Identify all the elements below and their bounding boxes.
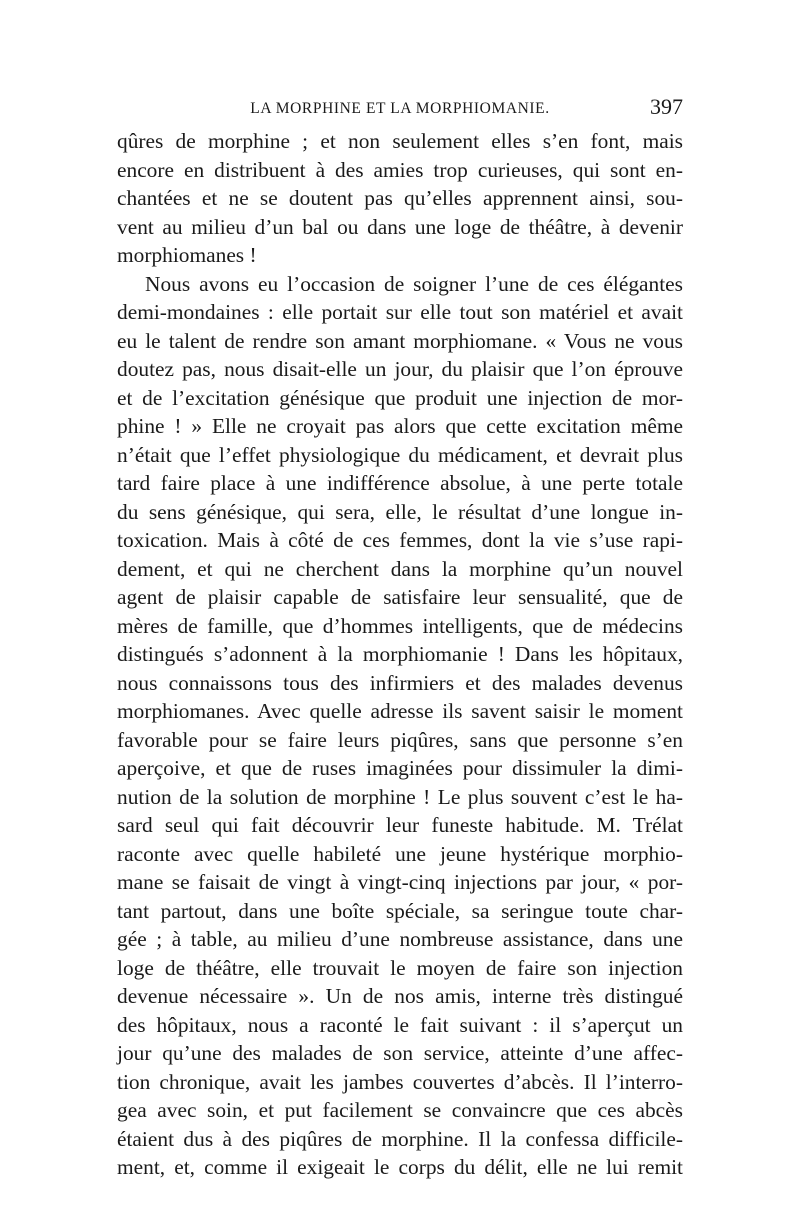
text-line: dement, et qui ne cherchent dans la morphine qu’un nouvel <box>117 556 683 581</box>
text-line: aperçoive, et que de ruses imaginées pour dissimuler la dimi- <box>117 756 683 780</box>
running-head <box>117 94 683 124</box>
text-line: tion chronique, avait les jambes couvertes d’abcès. Il l’interro- <box>117 1069 683 1094</box>
text-line: demi-mondaines : elle portait sur elle tout son matériel et avait <box>117 300 683 324</box>
text-line: gea avec soin, et put facilement se convaincre que ces abcès <box>117 1098 683 1122</box>
text-line: nous connaissons tous des infirmiers et des malades devenus <box>117 670 683 695</box>
running-title: LA MORPHINE ET LA MORPHIOMANIE. <box>250 100 550 117</box>
text-line: mane se faisait de vingt à vingt-cinq injections par jour, « por- <box>117 870 683 894</box>
text-line: raconte avec quelle habileté une jeune hystérique morphio- <box>117 841 683 866</box>
text-line: distingués s’adonnent à la morphiomanie ! Dans les hôpitaux, <box>117 642 683 666</box>
text-line: n’était que l’effet physiologique du médicament, et devrait plus <box>117 442 683 467</box>
text-line: jour qu’une des malades de son service, atteinte d’une affec- <box>117 1041 683 1065</box>
body-text <box>117 127 683 1182</box>
text-line: vent au milieu d’un bal ou dans une loge de théâtre, à devenir <box>117 214 683 239</box>
text-line: et de l’excitation génésique que produit une injection de mor- <box>117 385 683 410</box>
text-line: encore en distribuent à des amies trop curieuses, qui sont en- <box>117 157 683 182</box>
text-line: loge de théâtre, elle trouvait le moyen de faire son injection <box>117 955 683 980</box>
text-line: tard faire place à une indifférence absolue, à une perte totale <box>117 471 683 495</box>
text-line: nution de la solution de morphine ! Le plus souvent c’est le ha- <box>117 784 683 809</box>
text-line: gée ; à table, au milieu d’une nombreuse assistance, dans une <box>117 927 683 951</box>
text-line: ment, et, comme il exigeait le corps du délit, elle ne lui remit <box>117 1155 683 1179</box>
text-line: toxication. Mais à côté de ces femmes, dont la vie s’use rapi- <box>117 528 683 552</box>
text-line: eu le talent de rendre son amant morphiomane. « Vous ne vous <box>117 328 683 353</box>
text-line: étaient dus à des piqûres de morphine. Il la confessa difficile- <box>117 1126 683 1151</box>
text-line: agent de plaisir capable de satisfaire leur sensualité, que de <box>117 585 683 609</box>
text-line: qûres de morphine ; et non seulement elles s’en font, mais <box>117 129 683 153</box>
text-line: morphiomanes. Avec quelle adresse ils savent saisir le moment <box>117 699 683 723</box>
text-line: sard seul qui fait découvrir leur funeste habitude. M. Trélat <box>117 813 683 837</box>
text-line: chantées et ne se doutent pas qu’elles apprennent ainsi, sou- <box>117 186 683 210</box>
paragraph-start-line: Nous avons eu l’occasion de soigner l’une de ces élégantes <box>145 271 683 296</box>
text-line: morphiomanes ! <box>117 243 257 267</box>
text-line: devenue nécessaire ». Un de nos amis, interne très distingué <box>117 984 683 1008</box>
text-line: des hôpitaux, nous a raconté le fait suivant : il s’aperçut un <box>117 1012 683 1037</box>
text-line: favorable pour se faire leurs piqûres, sans que personne s’en <box>117 727 683 752</box>
text-line: mères de famille, que d’hommes intelligents, que de médecins <box>117 613 683 638</box>
text-line: du sens génésique, qui sera, elle, le résultat d’une longue in- <box>117 499 683 524</box>
text-line: tant partout, dans une boîte spéciale, sa seringue toute char- <box>117 898 683 923</box>
text-line: doutez pas, nous disait-elle un jour, du plaisir que l’on éprouve <box>117 357 683 381</box>
page-number: 397 <box>650 94 683 119</box>
text-line: phine ! » Elle ne croyait pas alors que cette excitation même <box>117 414 683 438</box>
